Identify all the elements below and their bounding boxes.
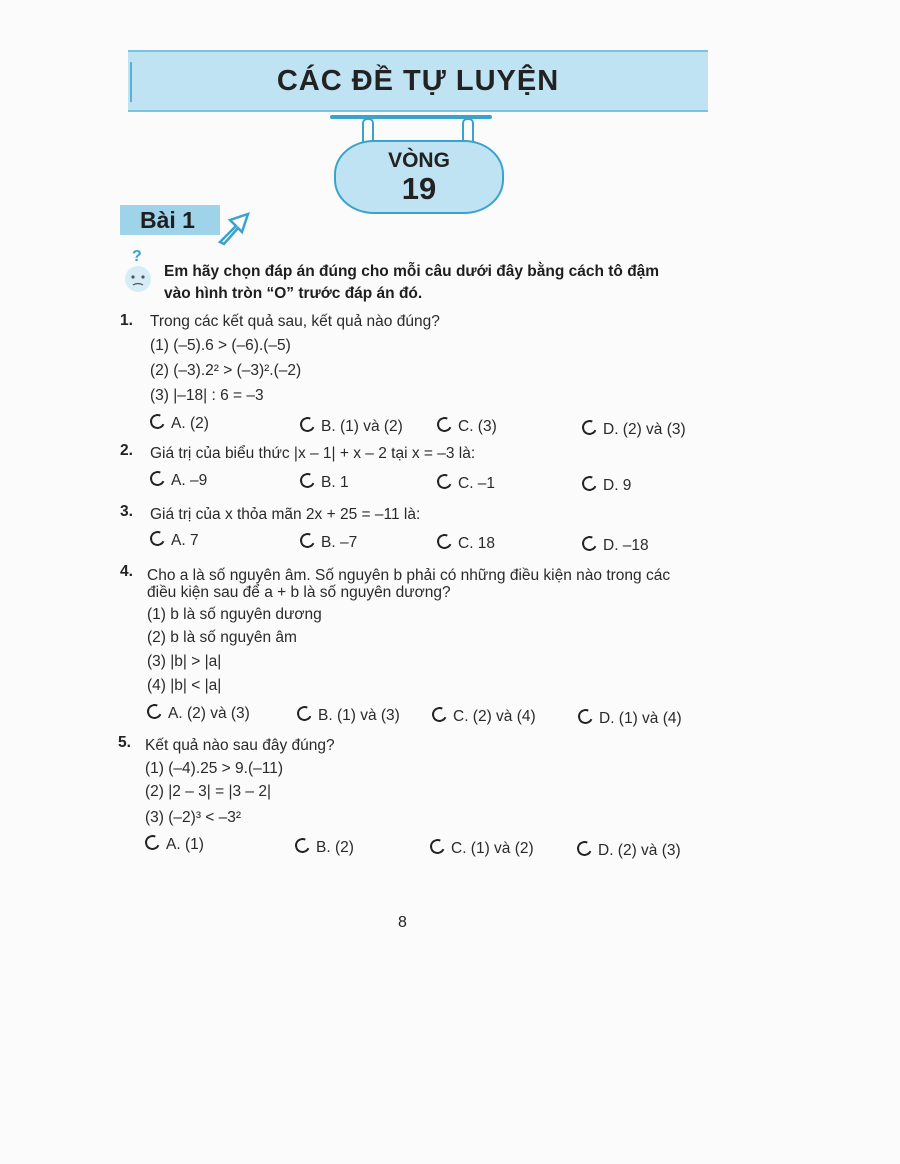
round-sign [334,140,504,214]
answer-circle-icon[interactable] [435,532,454,551]
answer-circle-icon[interactable] [148,529,167,548]
answer-option[interactable]: A. –9 [150,471,207,490]
svg-text:?: ? [132,248,142,265]
answer-option[interactable]: A. (1) [145,835,204,854]
answer-circle-icon[interactable] [295,704,314,723]
answer-option[interactable]: D. (2) và (3) [582,420,686,439]
answer-option[interactable]: D. (2) và (3) [577,841,681,860]
page-number: 8 [398,914,407,931]
arrow-icon [214,204,254,248]
statement: (3) |–18| : 6 = –3 [150,387,264,404]
answer-option[interactable]: B. (1) và (3) [297,706,400,725]
answer-option[interactable]: A. (2) và (3) [147,704,250,723]
statement: (2) |2 – 3| = |3 – 2| [145,783,271,800]
question-text: Giá trị của x thỏa mãn 2x + 25 = –11 là: [150,506,421,523]
answer-option[interactable]: C. –1 [437,474,495,493]
instruction-line-2: vào hình tròn “O” trước đáp án đó. [164,285,423,302]
statement: (1) (–4).25 > 9.(–11) [145,760,283,777]
answer-circle-icon[interactable] [298,531,317,550]
instruction [164,261,724,305]
answer-circle-icon[interactable] [298,471,317,490]
answer-circle-icon[interactable] [435,472,454,491]
header-banner [128,50,708,112]
question-number: 3. [120,503,133,520]
statement: (2) b là số nguyên âm [147,629,297,646]
answer-circle-icon[interactable] [430,705,449,724]
round-label: VÒNG [388,148,450,172]
answer-circle-icon[interactable] [428,837,447,856]
instruction-line-1: Em hãy chọn đáp án đúng cho mỗi câu dưới đây bằng cách tô đậm [164,263,660,280]
answer-option[interactable]: C. 18 [437,534,495,553]
answer-circle-icon[interactable] [143,833,162,852]
answer-circle-icon[interactable] [580,418,599,437]
section-tag [120,205,220,235]
question-face-icon [118,247,158,297]
statement: (2) (–3).2² > (–3)².(–2) [150,362,302,379]
answer-option[interactable]: C. (1) và (2) [430,839,534,858]
answer-circle-icon[interactable] [580,474,599,493]
answer-option[interactable]: C. (2) và (4) [432,707,536,726]
answer-option[interactable]: B. (1) và (2) [300,417,403,436]
answer-option[interactable]: C. (3) [437,417,497,436]
answer-circle-icon[interactable] [148,412,167,431]
answer-circle-icon[interactable] [580,534,599,553]
answer-circle-icon[interactable] [435,415,454,434]
answer-option[interactable]: D. –18 [582,536,649,555]
question-number: 1. [120,312,133,329]
question-text: Trong các kết quả sau, kết quả nào đúng? [150,313,440,330]
question-text: Cho a là số nguyên âm. Số nguyên b phải có những điều kiện nào trong các [147,567,671,584]
answer-option[interactable]: A. (2) [150,414,209,433]
question-text: Giá trị của biểu thức |x – 1| + x – 2 tại x = –3 là: [150,445,476,462]
answer-option[interactable]: B. –7 [300,533,357,552]
answer-option[interactable]: A. 7 [150,531,199,550]
statement: (1) (–5).6 > (–6).(–5) [150,337,291,354]
statement: (3) (–2)³ < –3² [145,809,242,826]
answer-circle-icon[interactable] [298,415,317,434]
answer-option[interactable]: B. 1 [300,473,349,492]
banner-decoration [130,62,138,102]
question-number: 4. [120,563,133,580]
round-number: 19 [401,170,437,206]
question-text: điều kiện sau để a + b là số nguyên dương? [147,584,451,601]
answer-option[interactable]: B. (2) [295,838,354,857]
answer-option[interactable]: D. (1) và (4) [578,709,682,728]
answer-circle-icon[interactable] [293,836,312,855]
answer-option[interactable]: D. 9 [582,476,631,495]
page-title: CÁC ĐỀ TỰ LUYỆN [276,64,560,97]
question-number: 5. [118,734,131,751]
answer-circle-icon[interactable] [575,839,594,858]
statement: (4) |b| < |a| [147,677,222,694]
answer-circle-icon[interactable] [148,469,167,488]
answer-circle-icon[interactable] [145,702,164,721]
question-number: 2. [120,442,133,459]
answer-circle-icon[interactable] [576,707,595,726]
question-text: Kết quả nào sau đây đúng? [145,737,335,754]
statement: (1) b là số nguyên dương [147,606,322,623]
statement: (3) |b| > |a| [147,653,222,670]
section-label: Bài 1 [140,206,195,233]
